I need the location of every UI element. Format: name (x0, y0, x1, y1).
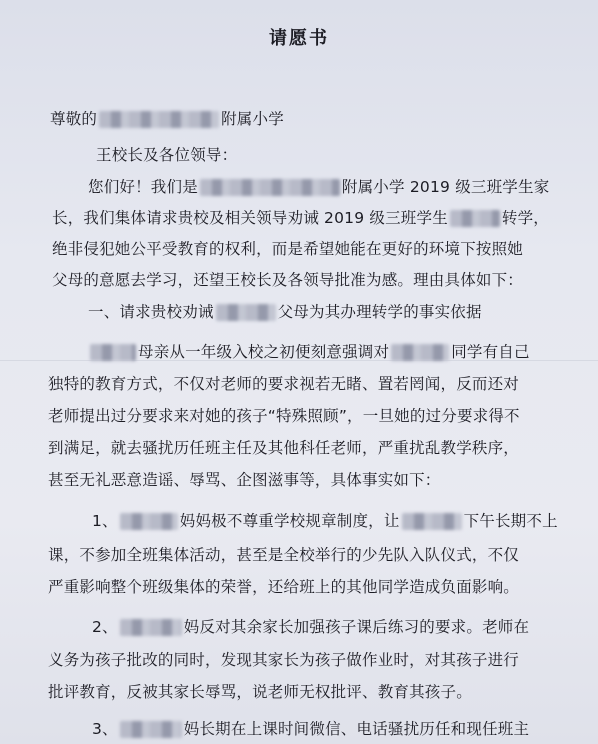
paragraph-line (52, 208, 549, 228)
section-heading (88, 302, 482, 322)
salutation-principal: 王校长及各位领导： (96, 146, 238, 164)
paragraph-line: 父母的意愿去学习，还望王校长及各领导批准为感。理由具体如下： (52, 271, 524, 289)
redacted-name (216, 304, 276, 321)
paragraph-line: 老师提出过分要求来对她的孩子“特殊照顾”，一旦她的过分要求得不 (48, 407, 520, 425)
text-segment: 妈妈极不尊重学校规章制度，让 (179, 512, 400, 530)
redacted-name (120, 721, 182, 738)
item-number: 3、 (92, 720, 118, 738)
redacted-name (120, 513, 178, 530)
redacted-name (120, 619, 182, 636)
list-item (92, 617, 529, 637)
redacted-name (200, 179, 340, 196)
paragraph-line (88, 342, 530, 362)
text-segment: 同学有自己 (451, 343, 530, 361)
text-segment: 长，我们集体请求贵校及相关领导劝诫 2019 级三班学生 (52, 209, 448, 227)
paragraph-line: 独特的教育方式，不仅对老师的要求视若无睹、置若罔闻，反而还对 (48, 375, 520, 393)
text-segment: 您们好！我们是 (88, 178, 198, 196)
paragraph-line: 甚至无礼恶意造谣、辱骂、企图滋事等，具体事实如下： (48, 471, 441, 489)
paragraph-line (88, 177, 549, 197)
redacted-name (402, 513, 462, 530)
paragraph-line: 严重影响整个班级集体的荣誉，还给班上的其他同学造成负面影响。 (48, 578, 520, 596)
text-segment: 妈反对其余家长加强孩子课后练习的要求。老师在 (183, 618, 530, 636)
text-segment: 妈长期在上课时间微信、电话骚扰历任和现任班主 (183, 720, 530, 738)
item-number: 1、 (92, 512, 118, 530)
redacted-school-name (99, 111, 219, 128)
document-title: 请愿书 (269, 28, 329, 49)
list-item (92, 719, 529, 739)
text-segment: 一、请求贵校劝诫 (88, 303, 214, 321)
redacted-name (391, 344, 449, 361)
list-item (92, 511, 558, 531)
text-segment: 母亲从一年级入校之初便刻意强调对 (138, 343, 390, 361)
paragraph-line: 义务为孩子批改的同时，发现其家长为孩子做作业时，对其孩子进行 (48, 651, 520, 669)
salutation-prefix: 尊敬的 (50, 110, 98, 128)
salutation-suffix: 附属小学 (221, 110, 284, 128)
text-segment: 下午长期不上 (463, 512, 558, 530)
paragraph-line: 绝非侵犯她公平受教育的权利，而是希望她能在更好的环境下按照她 (52, 240, 524, 258)
text-segment: 转学， (501, 209, 550, 227)
redacted-name (450, 210, 500, 227)
redacted-name (90, 344, 136, 361)
paragraph-line: 到满足，就去骚扰历任班主任及其他科任老师，严重扰乱教学秩序， (48, 439, 520, 457)
paragraph-line: 课，不参加全班集体活动，甚至是全校举行的少先队入队仪式，不仅 (48, 546, 520, 564)
salutation-line (50, 109, 284, 129)
text-segment: 附属小学 2019 级三班学生家 (341, 178, 550, 196)
paragraph-line: 批评教育，反被其家长辱骂，说老师无权批评、教育其孩子。 (48, 683, 472, 701)
item-number: 2、 (92, 618, 118, 636)
text-segment: 父母为其办理转学的事实依据 (277, 303, 482, 321)
